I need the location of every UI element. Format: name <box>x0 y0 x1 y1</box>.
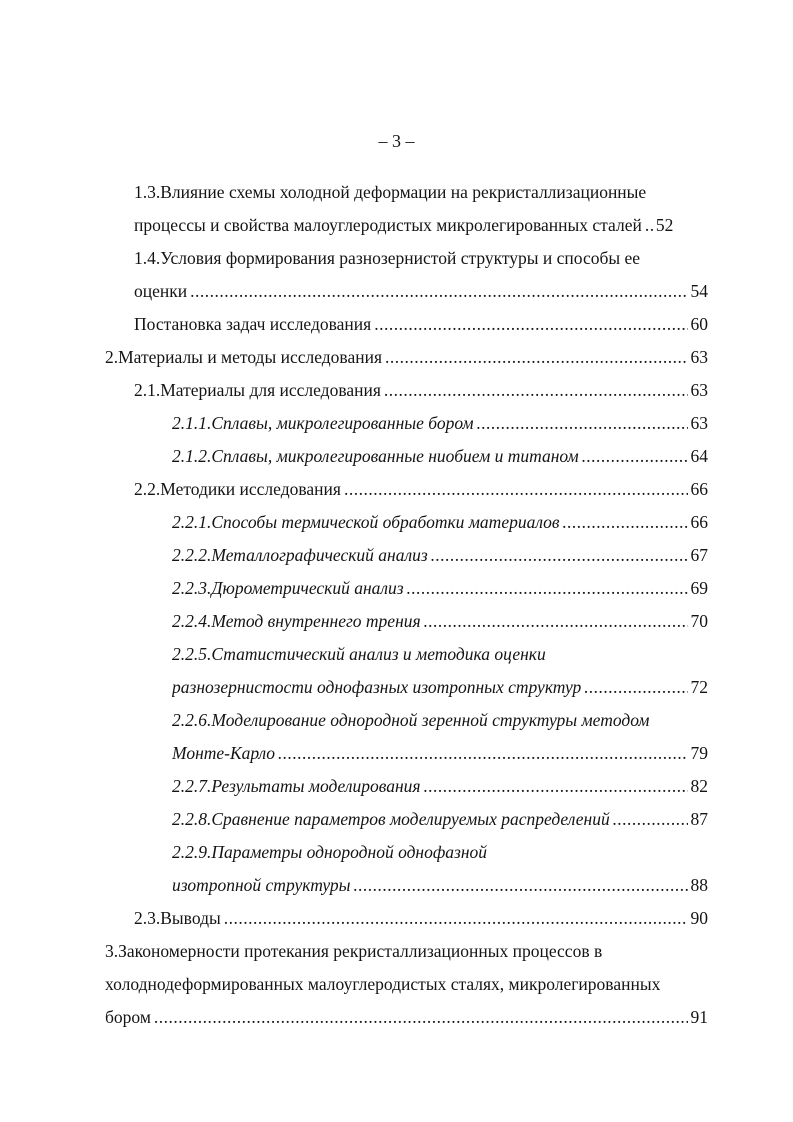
toc-entry-2-2-6[interactable] <box>172 741 708 765</box>
leader-dots <box>424 774 688 798</box>
leader-dots <box>645 213 653 237</box>
toc-entry-title: 2.2.2.Металлографический анализ <box>172 545 428 565</box>
toc-page-number: 82 <box>690 776 708 796</box>
toc-entry-task[interactable] <box>134 312 708 336</box>
toc-entry-2-2-6-line1: 2.2.6.Моделирование однородной зеренной структуры методом <box>172 710 650 730</box>
toc-entry-2-2-3[interactable] <box>172 576 708 600</box>
toc-page-number: 52 <box>655 215 674 235</box>
toc-page-number: 79 <box>690 743 708 763</box>
toc-entry-2-3[interactable] <box>134 906 708 930</box>
toc-entry-2-1-1[interactable] <box>172 411 708 435</box>
toc-page-number: 63 <box>690 347 708 367</box>
toc-entry-title: 2.3.Выводы <box>134 908 221 928</box>
toc-page-number: 88 <box>690 875 708 895</box>
toc-entry-title: 2.2.Методики исследования <box>134 479 341 499</box>
toc-entry-1-4[interactable] <box>134 279 708 303</box>
toc-entry-2-2-9-line2: изотропной структуры <box>172 875 351 895</box>
toc-entry-title: 2.Материалы и методы исследования <box>105 347 383 367</box>
toc-page-number: 70 <box>690 611 708 631</box>
toc-entry-title: 2.2.3.Дюрометрический анализ <box>172 578 404 598</box>
leader-dots <box>424 609 688 633</box>
toc-entry-ch3[interactable] <box>105 1005 708 1029</box>
toc-entry-title: 2.1.Материалы для исследования <box>134 380 381 400</box>
leader-dots <box>384 378 688 402</box>
toc-entry-ch2[interactable] <box>105 345 708 369</box>
leader-dots <box>431 543 688 567</box>
toc-page-number: 72 <box>690 677 708 697</box>
leader-dots <box>354 873 688 897</box>
toc-page-number: 66 <box>690 479 708 499</box>
toc-entry-title: 2.2.8.Сравнение параметров моделируемых распределений <box>172 809 610 829</box>
toc-entry-title: 2.2.1.Способы термической обработки материалов <box>172 512 560 532</box>
leader-dots <box>582 444 688 468</box>
toc-page-number: 60 <box>690 314 708 334</box>
toc-entry-title: 2.1.2.Сплавы, микролегированные ниобием и титаном <box>172 446 579 466</box>
toc-entry-2-1[interactable] <box>134 378 708 402</box>
toc-entry-2-1-2[interactable] <box>172 444 708 468</box>
leader-dots <box>374 312 687 336</box>
toc-entry-1-3[interactable] <box>134 213 708 237</box>
toc-page-number: 54 <box>690 281 708 301</box>
toc-entry-ch3-line1: 3.Закономерности протекания рекристаллизационных процессов в <box>105 941 603 961</box>
toc-page-number: 87 <box>690 809 708 829</box>
toc-entry-2-2-9-line1: 2.2.9.Параметры однородной однофазной <box>172 842 488 862</box>
toc-entry-title: 2.2.4.Метод внутреннего трения <box>172 611 421 631</box>
toc-entry-1-4-line1: 1.4.Условия формирования разнозернистой структуры и способы ее <box>134 248 641 268</box>
leader-dots <box>563 510 688 534</box>
toc-page-number: 90 <box>690 908 708 928</box>
toc-entry-2-2-5-line2: разнозернистости однофазных изотропных структур <box>172 677 582 697</box>
toc-page-number: 66 <box>690 512 708 532</box>
leader-dots <box>154 1005 688 1029</box>
toc-entry-2-2-6-line2: Монте-Карло <box>172 743 276 763</box>
toc-entry-2-2-7[interactable] <box>172 774 708 798</box>
leader-dots <box>344 477 688 501</box>
toc-entry-2-2-2[interactable] <box>172 543 708 567</box>
page-number: – 3 – <box>378 131 415 151</box>
toc-entry-1-3-line1: 1.3.Влияние схемы холодной деформации на рекристаллизационные <box>134 182 647 202</box>
toc-entry-2-2-5-line1: 2.2.5.Статистический анализ и методика оценки <box>172 644 546 664</box>
toc-entry-2-2[interactable] <box>134 477 708 501</box>
toc-entry-2-2-5[interactable] <box>172 675 708 699</box>
toc-entry-1-4-line2: оценки <box>134 281 188 301</box>
leader-dots <box>385 345 687 369</box>
toc-entry-2-2-9[interactable] <box>172 873 708 897</box>
toc-page-number: 63 <box>690 413 708 433</box>
toc-page-number: 64 <box>690 446 708 466</box>
leader-dots <box>407 576 688 600</box>
toc-page-number: 63 <box>690 380 708 400</box>
leader-dots <box>584 675 687 699</box>
toc-entry-1-3-line2: процессы и свойства малоуглеродистых микролегированных сталей <box>134 215 642 235</box>
toc-page-number: 91 <box>690 1007 708 1027</box>
toc-entry-ch3-line3: бором <box>105 1007 151 1027</box>
leader-dots <box>278 741 687 765</box>
leader-dots <box>224 906 688 930</box>
leader-dots <box>190 279 687 303</box>
toc-entry-title: 2.1.1.Сплавы, микролегированные бором <box>172 413 474 433</box>
toc-page-number: 69 <box>690 578 708 598</box>
toc-entry-title: Постановка задач исследования <box>134 314 372 334</box>
toc-entry-title: 2.2.7.Результаты моделирования <box>172 776 421 796</box>
toc-entry-2-2-1[interactable] <box>172 510 708 534</box>
toc-page-number: 67 <box>690 545 708 565</box>
toc-entry-ch3-line2: холоднодеформированных малоуглеродистых сталях, микролегированных <box>105 974 661 994</box>
toc-entry-2-2-8[interactable] <box>172 807 708 831</box>
leader-dots <box>613 807 688 831</box>
toc-entry-2-2-4[interactable] <box>172 609 708 633</box>
leader-dots <box>477 411 688 435</box>
